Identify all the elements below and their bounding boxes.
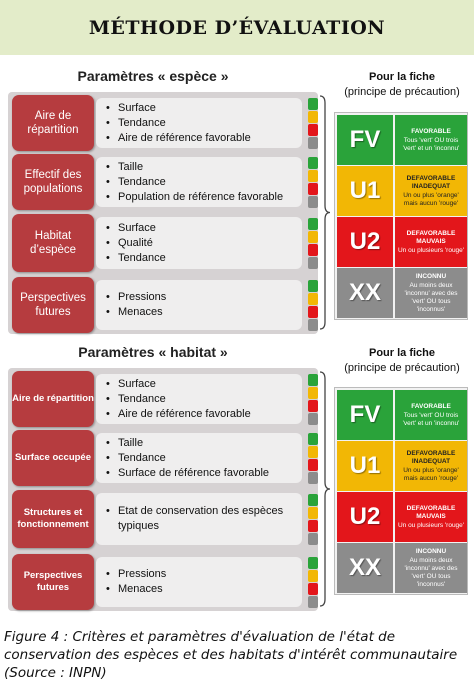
status-title: INCONNU [415,547,447,555]
red-light-icon [308,124,318,136]
status-description [395,115,467,165]
red-light-icon [308,520,318,532]
status-code: FV [337,115,393,165]
red-light-icon [308,400,318,412]
green-light-icon [308,374,318,386]
status-row-u1 [337,166,467,216]
brace-icon [318,95,332,330]
green-light-icon [308,218,318,230]
parameter-label: Structures et fonctionnement [12,490,94,548]
criteria-item: • Aire de référence favorable [104,131,302,146]
green-light-icon [308,157,318,169]
figure-caption: Figure 4 : Critères et paramètres d'évaluation de l'état de conservation des espèces et des habitats d'intérêt communautaire (Source : INPN) [4,629,458,681]
yellow-light-icon [308,231,318,243]
status-rule: Tous 'vert' OU trois 'vert' et un 'inconnu' [402,136,460,152]
criteria-box [96,280,302,330]
yellow-light-icon [308,111,318,123]
parameter-label: Aire de répartition [12,95,94,151]
criteria-item: • Aire de référence favorable [104,407,302,422]
status-code: U1 [337,166,393,216]
grey-light-icon [308,533,318,545]
red-light-icon [308,459,318,471]
green-light-icon [308,280,318,292]
yellow-light-icon [308,293,318,305]
status-code: XX [337,268,393,318]
parameter-row [12,554,314,610]
criteria-item: • Surface [104,377,302,392]
green-light-icon [308,433,318,445]
status-row-u2 [337,217,467,267]
red-light-icon [308,306,318,318]
criteria-item: • Menaces [104,582,302,597]
fiche-heading [334,346,470,376]
criteria-item: • Pressions [104,290,302,305]
status-title: FAVORABLE [411,402,451,410]
red-light-icon [308,183,318,195]
criteria-item: • Surface [104,101,302,116]
parameters-panel [8,92,318,334]
criteria-item: • Tendance [104,116,302,131]
section-title: Paramètres « espèce » [77,68,229,84]
fiche-heading [334,70,470,100]
criteria-item: • Tendance [104,451,302,466]
status-code: XX [337,543,393,593]
criteria-item: • Tendance [104,392,302,407]
parameter-row [12,430,314,486]
fiche-subtitle: (principe de précaution) [344,362,460,374]
criteria-box [96,433,302,483]
status-rule: Tous 'vert' OU trois 'vert' et un 'inconnu' [402,411,460,427]
green-light-icon [308,494,318,506]
criteria-item: • Tendance [104,251,302,266]
parameter-row [12,154,314,210]
status-code: U2 [337,492,393,542]
grey-light-icon [308,319,318,331]
status-description [395,390,467,440]
status-rule: Un ou plusieurs 'rouge' [397,521,465,529]
status-description [395,441,467,491]
grey-light-icon [308,472,318,484]
status-title: DEFAVORABLE INADEQUAT [406,449,456,465]
criteria-box [96,98,302,148]
status-description [395,268,467,318]
criteria-box [96,217,302,269]
status-rule: Au moins deux 'inconnu' avec des 'vert' OU tous 'inconnus' [404,281,458,313]
status-title: INCONNU [415,272,447,280]
status-description [395,166,467,216]
criteria-box [96,493,302,545]
fiche-title: Pour la fiche [368,71,436,83]
red-light-icon [308,583,318,595]
criteria-item: • Surface de référence favorable [104,466,302,481]
criteria-item: • Taille [104,436,302,451]
status-code: U2 [337,217,393,267]
criteria-item: • Surface [104,221,302,236]
grey-light-icon [308,137,318,149]
status-title: DEFAVORABLE INADEQUAT [406,174,456,190]
criteria-item: • Taille [104,160,302,175]
parameter-row [12,95,314,151]
status-description [395,217,467,267]
green-light-icon [308,98,318,110]
red-light-icon [308,244,318,256]
yellow-light-icon [308,507,318,519]
criteria-item: • Etat de conservation des espèces typiques [104,504,302,534]
status-code: U1 [337,441,393,491]
criteria-item: • Qualité [104,236,302,251]
status-rule: Au moins deux 'inconnu' avec des 'vert' OU tous 'inconnus' [404,556,458,588]
status-title: FAVORABLE [411,127,451,135]
status-row-u1 [337,441,467,491]
yellow-light-icon [308,570,318,582]
status-rule: Un ou plusieurs 'rouge' [397,246,465,254]
status-row-fv [337,115,467,165]
criteria-box [96,374,302,424]
criteria-item: • Population de référence favorable [104,190,302,205]
yellow-light-icon [308,446,318,458]
parameter-row [12,490,314,548]
parameter-row [12,371,314,427]
fiche-title: Pour la fiche [368,347,436,359]
parameter-row [12,214,314,272]
section-title: Paramètres « habitat » [78,344,228,360]
grey-light-icon [308,257,318,269]
parameter-label: Effectif des populations [12,154,94,210]
title-banner [0,0,474,55]
criteria-item: • Menaces [104,305,302,320]
status-rule: Un ou plus 'orange' mais aucun 'rouge' [403,466,459,482]
parameters-panel [8,368,318,611]
parameter-label: Aire de répartition [12,371,94,427]
grey-light-icon [308,596,318,608]
grey-light-icon [308,196,318,208]
criteria-item: • Pressions [104,567,302,582]
status-title: DEFAVORABLE MAUVAIS [406,504,456,520]
status-row-xx [337,268,467,318]
criteria-box [96,557,302,607]
status-title: DEFAVORABLE MAUVAIS [406,229,456,245]
status-row-xx [337,543,467,593]
status-description [395,492,467,542]
parameter-row [12,277,314,333]
status-description [395,543,467,593]
parameter-label: Perspectives futures [12,554,94,610]
status-row-fv [337,390,467,440]
fiche-subtitle: (principe de précaution) [344,86,460,98]
fiche-table [334,387,468,595]
page-title: MÉTHODE D’ÉVALUATION [88,16,386,39]
status-row-u2 [337,492,467,542]
green-light-icon [308,557,318,569]
fiche-table [334,112,468,320]
yellow-light-icon [308,387,318,399]
status-code: FV [337,390,393,440]
parameter-label: Perspectives futures [12,277,94,333]
parameter-label: Surface occupée [12,430,94,486]
grey-light-icon [308,413,318,425]
brace-icon [318,371,332,607]
criteria-item: • Tendance [104,175,302,190]
status-rule: Un ou plus 'orange' mais aucun 'rouge' [403,191,459,207]
criteria-box [96,157,302,207]
yellow-light-icon [308,170,318,182]
parameter-label: Habitat d’espèce [12,214,94,272]
